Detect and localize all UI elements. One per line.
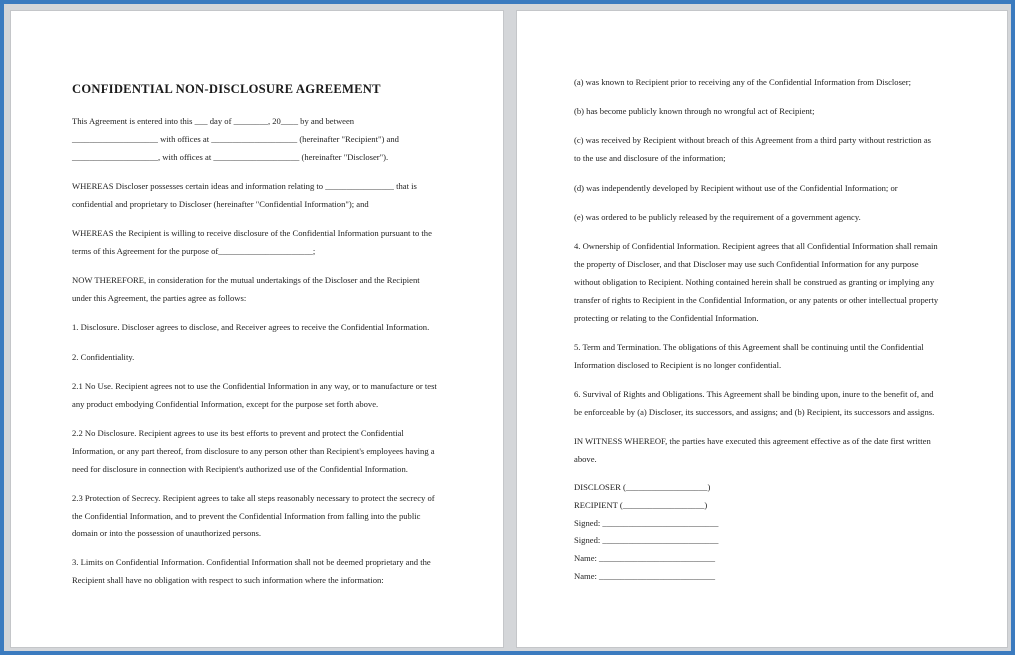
name-line-1: Name: ___________________________: [574, 553, 716, 563]
clause-6-line-2: be enforceable by (a) Discloser, its successors, and assigns; and (b) Recipient, its successors and assigns.: [574, 407, 935, 417]
intro-line-1: This Agreement is entered into this ___ day of ________, 20____ by and between: [72, 116, 355, 126]
name-line-2: Name: ___________________________: [574, 571, 716, 581]
whereas-1-line-1: WHEREAS Discloser possesses certain ideas and information relating to ________________ that is: [72, 181, 417, 191]
clause-6-line-1: 6. Survival of Rights and Obligations. This Agreement shall be binding upon, inure to the benefit of, and: [574, 389, 934, 399]
now-therefore-line-1: NOW THEREFORE, in consideration for the mutual undertakings of the Discloser and the Recipient: [72, 275, 420, 285]
page-left: [10, 10, 504, 648]
clause-2-3-line-2: the Confidential Information, and to prevent the Confidential Information from falling into the public: [72, 511, 421, 521]
agreement-title: CONFIDENTIAL NON-DISCLOSURE AGREEMENT: [72, 82, 381, 96]
recipient-signature-line: RECIPIENT (___________________): [574, 500, 708, 510]
page-right: [516, 10, 1008, 648]
clause-5-line-2: Information disclosed to Recipient is no longer confidential.: [574, 360, 782, 370]
whereas-2-line-1: WHEREAS the Recipient is willing to receive disclosure of the Confidential Information pursuant to the: [72, 228, 432, 238]
discloser-signature-line: DISCLOSER (___________________): [574, 482, 711, 492]
exception-b: (b) has become publicly known through no wrongful act of Recipient;: [574, 106, 815, 116]
clause-5-line-1: 5. Term and Termination. The obligations of this Agreement shall be continuing until the Confidential: [574, 342, 924, 352]
clause-4-line-4: transfer of rights to Recipient in the Confidential Information, or any patents or other intellectual property: [574, 295, 939, 305]
clause-2-1-line-2: any product embodying Confidential Information, except for the purpose set forth above.: [72, 399, 379, 409]
clause-4-line-1: 4. Ownership of Confidential Information. Recipient agrees that all Confidential Information shall remain: [574, 241, 938, 251]
exception-c-line-2: to the use and disclosure of the information;: [574, 153, 726, 163]
intro-line-2: ____________________ with offices at ____________________ (hereinafter "Recipient") and: [72, 134, 399, 144]
intro-line-3: ____________________, with offices at ____________________ (hereinafter "Discloser").: [72, 152, 389, 162]
clause-2-3-line-3: domain or into the possession of unauthorized persons.: [72, 528, 262, 538]
now-therefore-line-2: under this Agreement, the parties agree as follows:: [72, 293, 247, 303]
clause-1-disclosure: 1. Disclosure. Discloser agrees to disclose, and Receiver agrees to receive the Confidential Information.: [72, 322, 430, 332]
clause-3-line-2: Recipient shall have no obligation with respect to such information where the information:: [72, 575, 384, 585]
signed-line-2: Signed: ___________________________: [574, 535, 719, 545]
clause-4-line-3: without obligation to Recipient. Nothing contained herein shall be construed as granting or implying any: [574, 277, 935, 287]
whereas-2-line-2: terms of this Agreement for the purpose of______________________;: [72, 246, 316, 256]
clause-2-1-line-1: 2.1 No Use. Recipient agrees not to use the Confidential Information in any way, or to manufacture or test: [72, 381, 437, 391]
witness-line-2: above.: [574, 454, 597, 464]
clause-4-line-5: protecting or relating to the Confidential Information.: [574, 313, 759, 323]
exception-c-line-1: (c) was received by Recipient without breach of this Agreement from a third party without restriction as: [574, 135, 932, 145]
clause-2-2-line-3: need for disclosure in connection with Recipient's authorized use of the Confidential Information.: [72, 464, 408, 474]
witness-line-1: IN WITNESS WHEREOF, the parties have executed this agreement effective as of the date first written: [574, 436, 931, 446]
whereas-1-line-2: confidential and proprietary to Discloser (hereinafter "Confidential Information"); and: [72, 199, 369, 209]
clause-2-heading: 2. Confidentiality.: [72, 352, 135, 362]
clause-3-line-1: 3. Limits on Confidential Information. Confidential Information shall not be deemed proprietary and the: [72, 557, 431, 567]
exception-d: (d) was independently developed by Recipient without use of the Confidential Information; or: [574, 183, 898, 193]
exception-a: (a) was known to Recipient prior to receiving any of the Confidential Information from Discloser;: [574, 77, 911, 87]
exception-e: (e) was ordered to be publicly released by the requirement of a government agency.: [574, 212, 861, 222]
clause-2-2-line-2: Information, or any part thereof, from disclosure to any person other than Recipient's employees having a: [72, 446, 435, 456]
clause-4-line-2: the property of Discloser, and that Discloser may use such Confidential Information for any purpose: [574, 259, 919, 269]
clause-2-2-line-1: 2.2 No Disclosure. Recipient agrees to use its best efforts to prevent and protect the Confidential: [72, 428, 404, 438]
signed-line-1: Signed: ___________________________: [574, 518, 719, 528]
clause-2-3-line-1: 2.3 Protection of Secrecy. Recipient agrees to take all steps reasonably necessary to protect the secrecy of: [72, 493, 435, 503]
